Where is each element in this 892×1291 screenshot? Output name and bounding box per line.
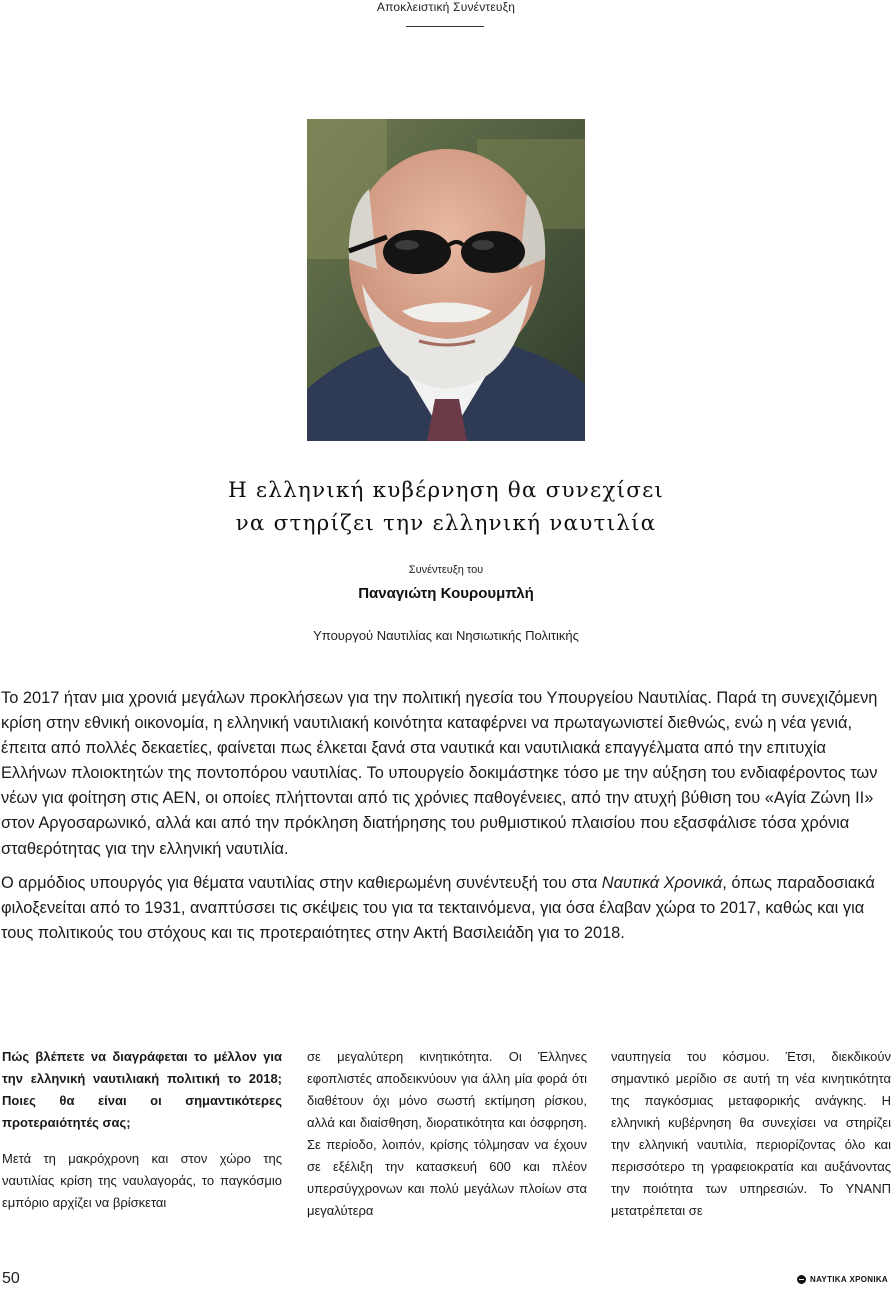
author-name: Παναγιώτη Κουρουμπλή — [358, 585, 534, 602]
article-intro — [1, 686, 885, 946]
author-role: Υπουργού Ναυτιλίας και Νησιωτικής Πολιτικής — [313, 628, 579, 643]
body-column-3 — [611, 1046, 891, 1222]
interview-question: Πώς βλέπετε να διαγράφεται το μέλλον για την ελληνική ναυτιλιακή πολιτική το 2018; Ποιες θα είναι οι σημαντικότερες προτεραιότητές σας; — [2, 1049, 282, 1130]
publication-name: Ναυτικά Χρονικά — [601, 873, 723, 892]
intro-paragraph-2 — [1, 871, 885, 946]
headline-line-1: Η ελληνική κυβέρνηση θα συνεχίσει — [227, 478, 665, 503]
section-label: Αποκλειστική Συνέντευξη — [376, 0, 516, 14]
intro-p2-text: Ο αρμόδιος υπουργός για θέματα ναυτιλίας στην καθιερωμένη συνέντευξή του στα — [1, 873, 602, 892]
intro-paragraph-1: Το 2017 ήταν μια χρονιά μεγάλων προκλήσεων για την πολιτική ηγεσία του Υπουργείου Ναυτιλίας. Παρά τη συνεχιζόμενη κρίση στην εθνική οικονομία, η ελληνική ναυτιλιακή κοινότητα καταφέρνει να πρωταγωνιστεί διεθνώς, ενώ η νέα γενιά, έπειτα από πολλές δεκαετίες, φαίνεται πως έλκεται ξανά στα ναυτικά και ναυτιλιακά επαγγέλματα από την επιτυχία Ελλήνων πλοιοκτητών της ποντοπόρου ναυτιλίας. Το υπουργείο δοκιμάστηκε τόσο με την αύξηση του ενδιαφέροντος των νέων για φοίτηση στις ΑΕΝ, οι οποίες πλήττονται από τις χρόνιες παθογένειες, από την ατυχή βύθιση του «Αγία Ζώνη ΙΙ» στον Αργοσαρωνικό, αλλά και από την πρόκληση διατήρησης του ρυθμιστικού πλαισίου που εξασφάλισε τόσα χρόνια σταθερότητας για την ελληνική ναυτιλία. — [1, 689, 878, 858]
section-rule — [406, 26, 484, 27]
headline-line-2: να στηρίζει την ελληνική ναυτιλία — [235, 511, 657, 536]
body-column-1 — [2, 1046, 282, 1214]
publication-brand — [797, 1275, 888, 1284]
page-number: 50 — [2, 1270, 20, 1287]
brand-logo-icon — [797, 1275, 806, 1284]
article-headline — [0, 474, 892, 540]
column-2-text: σε μεγαλύτερη κινητικότητα. Οι Έλληνες εφοπλιστές αποδεικνύουν για άλλη μία φορά ότι διαθέτουν όχι μόνο σωστή εκτίμηση ρίσκου, αλλά και διαίσθηση, διορατικότητα και όσφρηση. Σε περίοδο, λοιπόν, κρίσης τόλμησαν να έχουν σε εξέλιξη την κατασκευή 600 και πλέον υπερσύγχρονων και πολύ μεγάλων πλοίων στα μεγαλύτερα — [307, 1049, 587, 1218]
brand-name: ΝΑΥΤΙΚΑ ΧΡΟΝΙΚΑ — [810, 1275, 888, 1284]
interview-answer: Μετά τη μακρόχρονη και στον χώρο της ναυτιλίας κρίση της ναυλαγοράς, το παγκόσμιο εμπόριο αρχίζει να βρίσκεται — [2, 1151, 282, 1210]
body-column-2 — [307, 1046, 587, 1222]
portrait-photo — [307, 119, 585, 441]
column-3-text: ναυπηγεία του κόσμου. Έτσι, διεκδικούν σημαντικό μερίδιο σε αυτή τη νέα κινητικότητα της παγκόσμιας μεταφορικής ανάγκης. Η ελληνική κυβέρνηση θα συνεχίσει να στηρίζει την ελληνική ναυτιλία, περιορίζοντας όλο και περισσότερο τη γραφειοκρατία και αυξάνοντας την ποιότητα των υπηρεσιών. Το ΥΝΑΝΠ μετατρέπεται σε — [611, 1049, 891, 1218]
interview-by-label: Συνέντευξη του — [408, 564, 484, 576]
intro-p2-text-end: , όπως παραδοσιακά φιλοξενείται από το 1931, αναπτύσσει τις σκέψεις του για τα τεκταινόμενα, για όσα έλαβαν χώρα το 2017, καθώς και για τους πολιτικούς του στόχους και τις προτεραιότητες στην Ακτή Βασιλειάδη για το 2018. — [1, 873, 875, 942]
